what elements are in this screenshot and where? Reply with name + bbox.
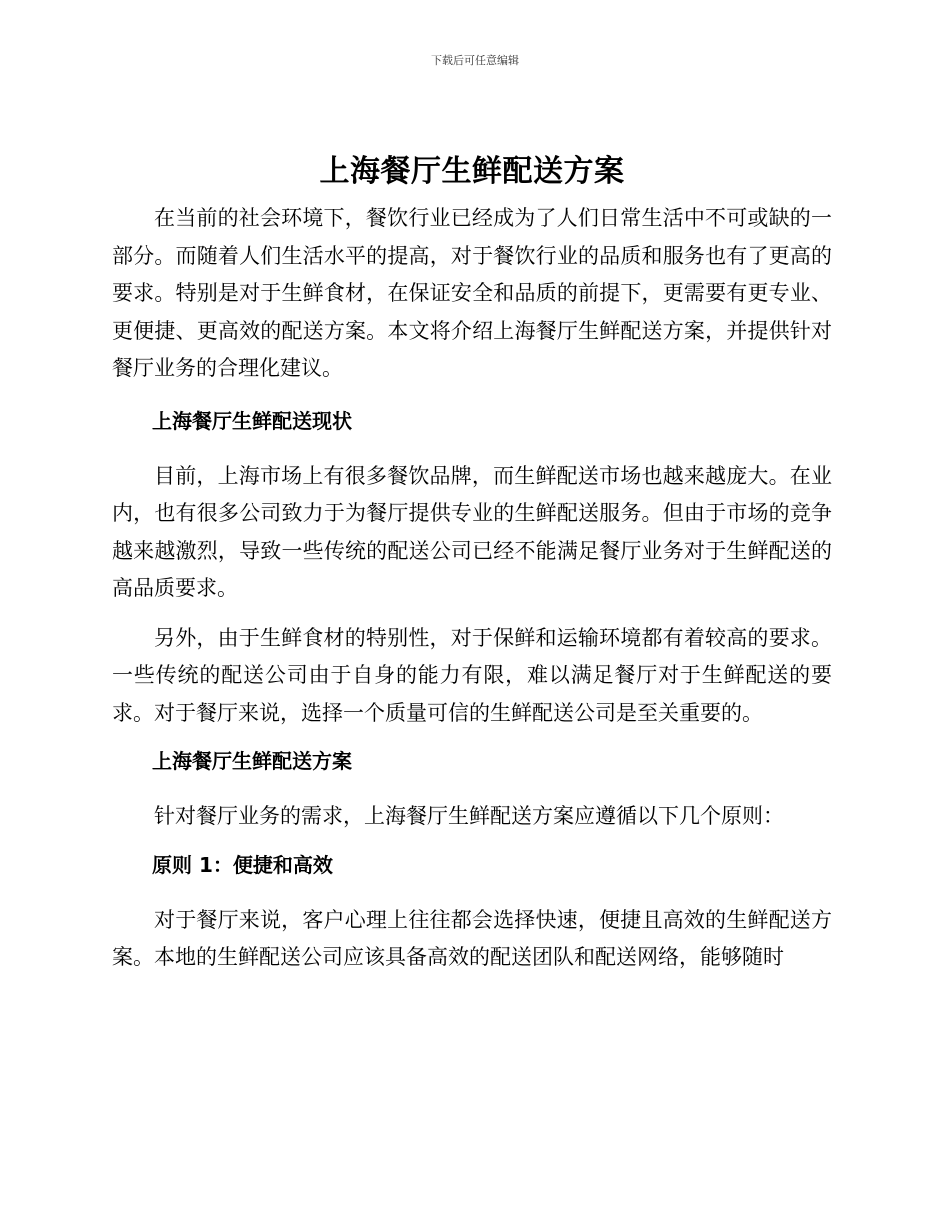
section-heading-principle-1: 原则 1：便捷和高效 [152, 852, 333, 877]
plan-paragraph-1: 针对餐厅业务的需求，上海餐厅生鲜配送方案应遵循以下几个原则： [154, 804, 784, 828]
status-paragraph-1: 目前，上海市场上有很多餐饮品牌，而生鲜配送市场也越来越庞大。在业内，也有很多公司致力于为餐厅提供专业的生鲜配送服务。但由于市场的竞争越来越激烈，导致一些传统的配送公司已经不能满足餐厅业务对于生鲜配送的高品质要求。 [112, 463, 832, 600]
document-body [112, 148, 832, 989]
document-title: 上海餐厅生鲜配送方案 [319, 154, 625, 189]
intro-paragraph: 在当前的社会环境下，餐饮行业已经成为了人们日常生活中不可或缺的一部分。而随着人们生活水平的提高，对于餐饮行业的品质和服务也有了更高的要求。特别是对于生鲜食材，在保证安全和品质的前提下，更需要有更专业、更便捷、更高效的配送方案。本文将介绍上海餐厅生鲜配送方案，并提供针对餐厅业务的合理化建议。 [112, 206, 832, 380]
principle-1-paragraph: 对于餐厅来说，客户心理上往往都会选择快速，便捷且高效的生鲜配送方案。本地的生鲜配送公司应该具备高效的配送团队和配送网络，能够随时 [112, 907, 832, 969]
section-heading-plan: 上海餐厅生鲜配送方案 [152, 749, 352, 773]
status-paragraph-2: 另外，由于生鲜食材的特别性，对于保鲜和运输环境都有着较高的要求。一些传统的配送公司由于自身的能力有限，难以满足餐厅对于生鲜配送的要求。对于餐厅来说，选择一个质量可信的生鲜配送公司是至关重要的。 [112, 625, 832, 725]
header-note: 下载后可任意编辑 [431, 54, 519, 67]
section-heading-status: 上海餐厅生鲜配送现状 [152, 408, 352, 433]
